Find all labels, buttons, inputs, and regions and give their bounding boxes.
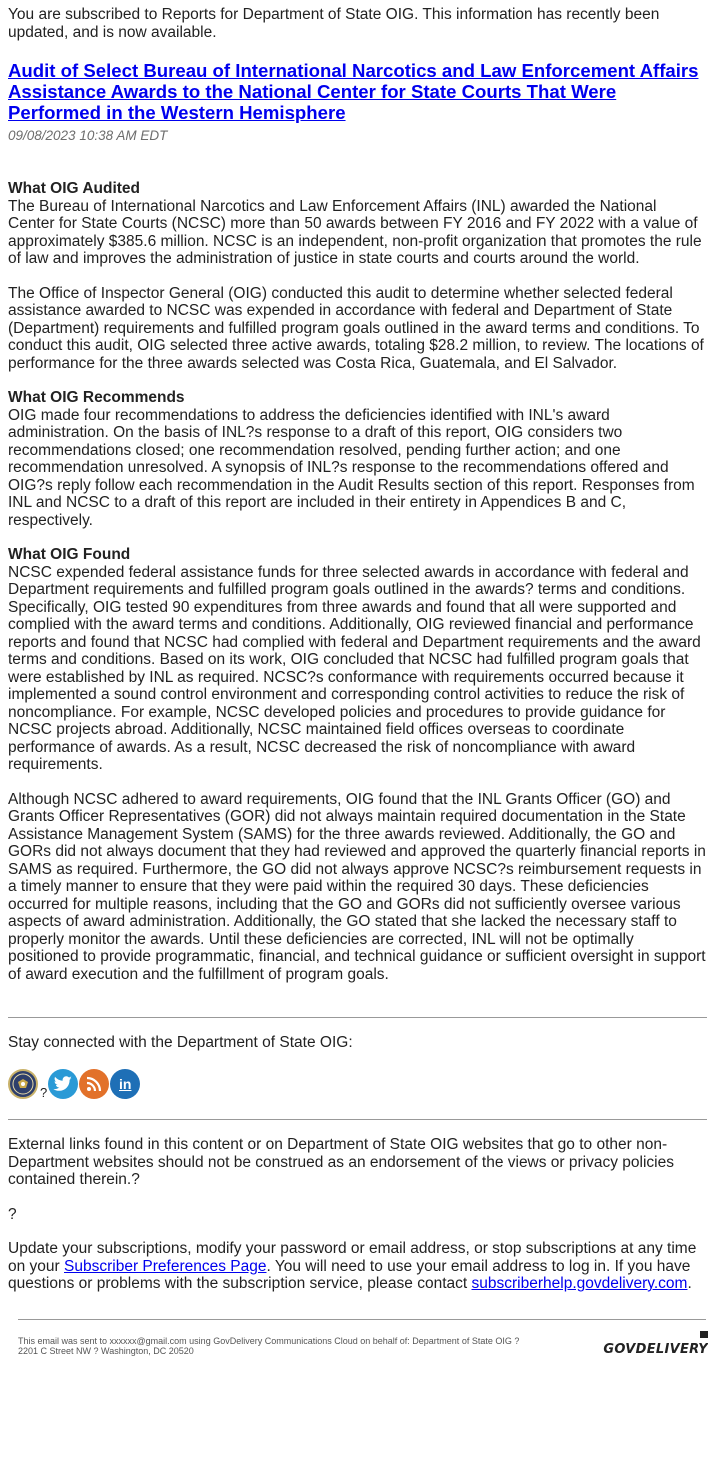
footer-line-1: This email was sent to xxxxxx@gmail.com using GovDelivery Communications Cloud on behalf of: Department of State OIG ? (18, 1335, 520, 1346)
envelope-icon (700, 1331, 708, 1338)
section-paragraph: The Office of Inspector General (OIG) conducted this audit to determine whether selected federal assistance awarded to NCSC was expended in accordance with federal and Department of State (Department) requirements and fulfilled program goals outlined in the award terms and conditions. To conduct this audit, OIG selected three active awards, totaling $28.2 million, to review. The locations of performance for the three awards selected was Costa Rica, Guatemala, and El Salvador. (8, 284, 704, 372)
section-heading-audited: What OIG Audited (8, 180, 141, 197)
govdelivery-logo-text: GOVDELIVERY (603, 1341, 708, 1357)
social-separator: ? (40, 1085, 48, 1100)
report-date: 09/08/2023 10:38 AM EDT (8, 128, 168, 143)
subscriber-help-link[interactable]: subscriberhelp.govdelivery.com (471, 1275, 688, 1292)
stray-mark: ? (8, 1205, 17, 1223)
footer-line-2: 2201 C Street NW ? Washington, DC 20520 (18, 1346, 194, 1356)
subscription-intro: You are subscribed to Reports for Department of State OIG. This information has recently been updated, and is now available. (8, 6, 660, 41)
govdelivery-logo[interactable] (603, 1342, 708, 1357)
external-links-disclaimer: External links found in this content or on Department of State OIG websites that go to other non-Department websites should not be construed as an endorsement of the views or privacy policies contained therein.? (8, 1136, 674, 1188)
section-heading-found: What OIG Found (8, 546, 131, 563)
twitter-icon[interactable] (48, 1069, 78, 1099)
state-oig-seal-icon[interactable] (8, 1069, 38, 1099)
footer (8, 1336, 708, 1357)
section-paragraph: NCSC expended federal assistance funds for three selected awards in accordance with federal and Department requirements and fulfilled program goals outlined in the awards? terms and conditions. Specifically, OIG tested 90 expenditures from three awards and found that all were supported and complied with the award terms and conditions. Additionally, OIG reviewed financial and performance reports and found that NCSC had complied with federal and Department requirements and the award terms and conditions. Based on its work, OIG concluded that NCSC had fulfilled program goals that were established by INL as required. NCSC?s conformance with requirements occurred because it implemented a sound control environment and corresponding control activities to reduce the risk of noncompliance. For example, NCSC developed policies and procedures to provide guidance for NCSC projects abroad. Additionally, NCSC maintained field offices overseas to coordinate performance of awards. As a result, NCSC decreased the risk of noncompliance with award requirements. (8, 563, 701, 773)
social-icons (8, 1067, 708, 1099)
section-heading-recommends: What OIG Recommends (8, 389, 185, 406)
section-paragraph: OIG made four recommendations to address the deficiencies identified with INL's award administration. On the basis of INL?s response to a draft of this report, OIG considers two recommendations closed; one recommendation resolved, pending further action; and one recommendation unresolved. A synopsis of INL?s response to the recommendations offered and OIG?s reply follow each recommendation in the Audit Results section of this report. Responses from INL and NCSC to a draft of this report are included in their entirety in Appendices B and C, respectively. (8, 406, 695, 529)
section-paragraph: The Bureau of International Narcotics and Law Enforcement Affairs (INL) awarded the National Center for State Courts (NCSC) more than 50 awards between FY 2016 and FY 2022 with a value of approximately $385.6 million. NCSC is an independent, non-profit organization that promotes the rule of law and improves the administration of justice in state courts and courts around the world. (8, 197, 702, 267)
subscription-text-middle: . You will need to use your email address to log in. If you have questions or problems with the subscription service, please contact (8, 1257, 691, 1292)
subscription-management-text (8, 1240, 706, 1293)
stay-connected-label: Stay connected with the Department of State OIG: (8, 1034, 353, 1051)
section-paragraph: Although NCSC adhered to award requirements, OIG found that the INL Grants Officer (GO) and Grants Officer Representatives (GOR) did not always maintain required documentation in the State Assistance Management System (SAMS) for the three awards reviewed. Additionally, the GO and GORs did not always document that they had reviewed and approved the quarterly financial reports in SAMS as required. Furthermore, the GO did not always approve NCSC?s reimbursement requests in a timely manner to ensure that they were paid within the required 30 days. These deficiencies occurred for multiple reasons, including that the GO and GORs did not sufficiently oversee various aspects of award administration. Additionally, the GO stated that she lacked the necessary staff to properly monitor the awards. Until these deficiencies are corrected, INL will not be optimally positioned to provide programmatic, financial, and technical guidance or sufficient oversight in support of award execution and the fulfillment of program goals. (8, 790, 706, 983)
rss-icon[interactable] (79, 1069, 109, 1099)
linkedin-icon[interactable]: in (110, 1069, 140, 1099)
subscription-text-end: . (687, 1275, 692, 1292)
subscriber-preferences-link[interactable]: Subscriber Preferences Page (64, 1257, 267, 1275)
report-title-link[interactable]: Audit of Select Bureau of International Narcotics and Law Enforcement Affairs Assistance Awards to the National Center for State Courts That Were Performed in the Western Hemisphere (8, 60, 699, 123)
subscription-text-start: Update your subscriptions, modify your password or email address, or stop subscriptions at any time on your (8, 1240, 697, 1275)
footer-text (18, 1336, 519, 1357)
